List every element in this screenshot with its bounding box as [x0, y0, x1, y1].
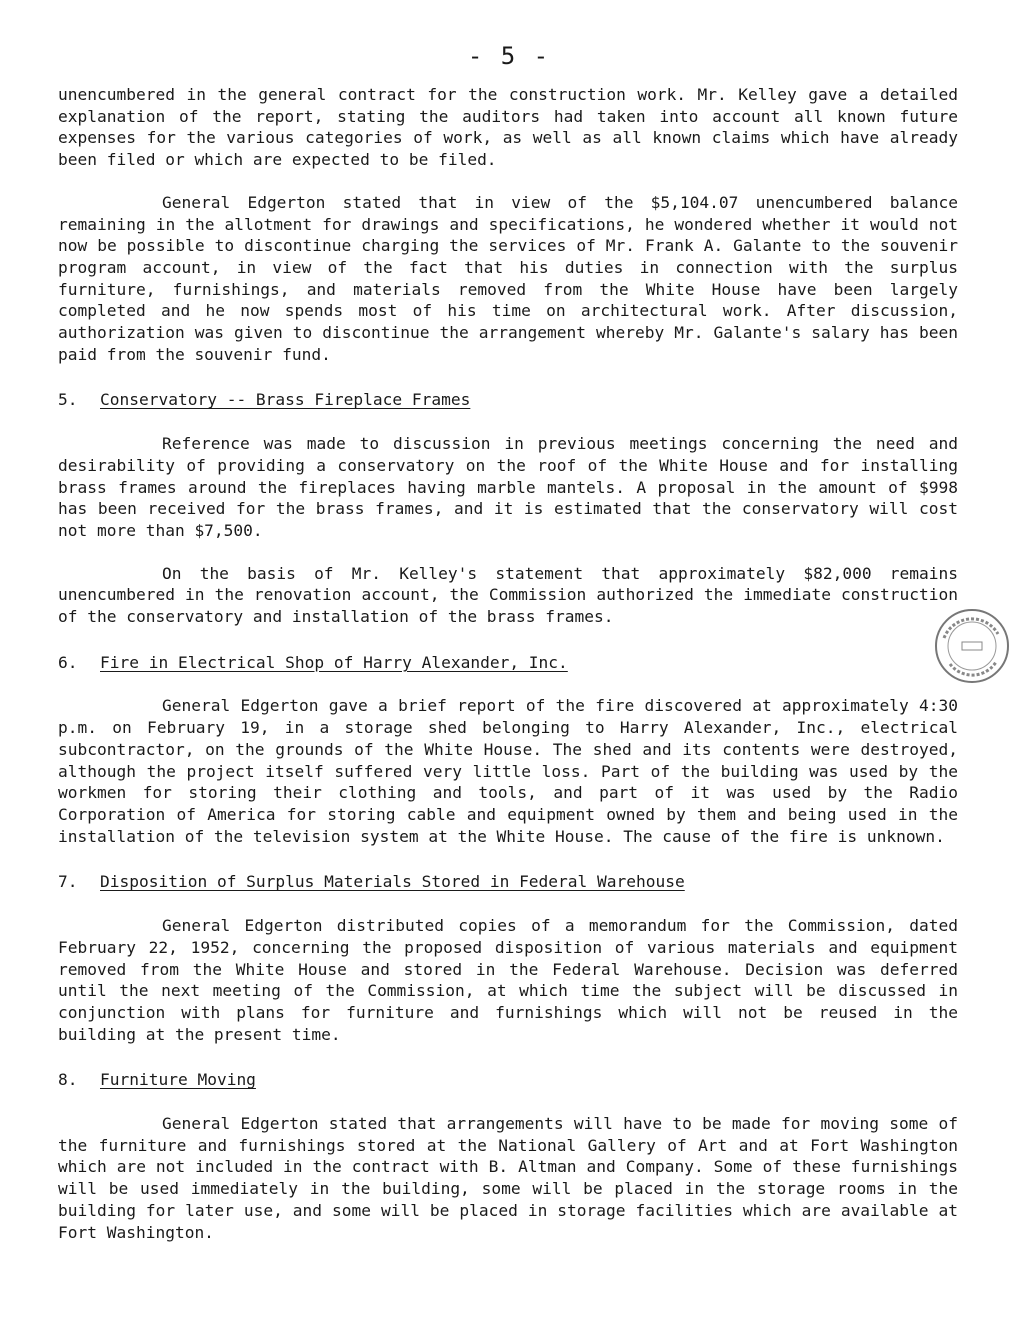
section-title: Furniture Moving [100, 1070, 256, 1090]
paragraph-galante: General Edgerton stated that in view of the $5,104.07 unencumbered balance remaining in the allotment for drawings and specifications, he wondered whether it would not now be possible to discontinue charging the services of Mr. Frank A. Galante to the souvenir program account, in view of the fact that his duties in connection with the surplus furniture, furnishings, and materials removed from the White House have been largely completed and he now spends most of his time on architectural work. After discussion, authorization was given to discontinue the arrangement whereby Mr. Galante's salary has been paid from the souvenir fund. [58, 192, 958, 364]
section-7-paragraph-1: General Edgerton distributed copies of a memorandum for the Commission, dated February 22, 1952, concerning the proposed disposition of various materials and equipment removed from the White House and stored in the Federal Warehouse. Decision was deferred until the next meeting of the Commission, at which time the subject will be discussed in conjunction with plans for furniture and furnishings which will not be reused in the building at the present time. [58, 916, 958, 1044]
document-body [58, 84, 958, 1243]
page-number: - 5 - [467, 42, 551, 70]
section-number: 6. [58, 652, 78, 672]
section-5-paragraph-2: On the basis of Mr. Kelley's statement that approximately $82,000 remains unencumbered in the renovation account, the Commission authorized the immediate construction of the conservatory and installation of the brass frames. [58, 563, 958, 627]
section-heading-7 [58, 871, 958, 893]
section-title: Fire in Electrical Shop of Harry Alexander, Inc. [100, 652, 568, 672]
section-number: 7. [58, 872, 78, 892]
section-heading-5 [58, 389, 958, 411]
section-heading-8 [58, 1069, 958, 1091]
section-6-paragraph-1: General Edgerton gave a brief report of the fire discovered at approximately 4:30 p.m. on February 19, in a storage shed belonging to Harry Alexander, Inc., electrical subcontractor, on the grounds of the White House. The shed and its contents were destroyed, although the project itself suffered very little loss. Part of the building was used by the workmen for storing their clothing and tools, and part of it was used by the Radio Corporation of America for storing cable and equipment owned by them and being used in the installation of the television system at the White House. The cause of the fire is unknown. [58, 696, 958, 846]
section-8-paragraph-1: General Edgerton stated that arrangements will have to be made for moving some of the furniture and furnishings stored at the National Gallery of Art and at Fort Washington which are not included in the contract with B. Altman and Company. Some of these furnishings will be used immediately in the building, some will be placed in the storage rooms in the building for later use, and some will be placed in storage facilities which are available at Fort Washington. [58, 1114, 958, 1242]
opening-paragraph: unencumbered in the general contract for the construction work. Mr. Kelley gave a detailed explanation of the report, stating the auditors had taken into account all known future expenses for the various categories of work, as well as all known claims which have already been filed or which are expected to be filed. [58, 85, 958, 170]
section-number: 5. [58, 390, 78, 410]
section-number: 8. [58, 1070, 78, 1090]
library-stamp-icon [932, 606, 1012, 686]
section-title: Disposition of Surplus Materials Stored in Federal Warehouse [100, 872, 685, 892]
section-5-paragraph-1: Reference was made to discussion in previous meetings concerning the need and desirability of providing a conservatory on the roof of the White House and for installing brass frames around the fireplaces having marble mantels. A proposal in the amount of $998 has been received for the brass frames, and it is estimated that the conservatory will cost not more than $7,500. [58, 434, 958, 540]
section-title: Conservatory -- Brass Fireplace Frames [100, 390, 471, 410]
section-heading-6 [58, 652, 958, 674]
